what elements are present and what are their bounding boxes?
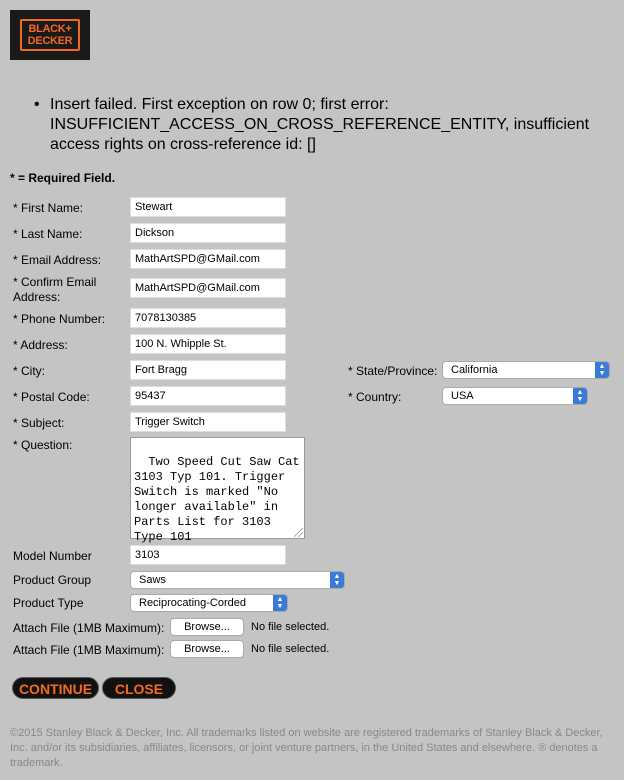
model-number-label: Model Number: [13, 549, 92, 563]
product-type-label: Product Type: [13, 596, 84, 610]
phone-label: * Phone Number:: [13, 312, 106, 326]
browse-button[interactable]: Browse...: [170, 640, 244, 658]
black-decker-logo: [10, 10, 90, 60]
first-name-input[interactable]: Stewart: [130, 197, 286, 217]
email-label: * Email Address:: [13, 253, 102, 267]
continue-button[interactable]: CONTINUE: [12, 677, 99, 699]
postal-code-input[interactable]: 95437: [130, 386, 286, 406]
required-field-note: * = Required Field.: [10, 171, 116, 185]
state-select[interactable]: [442, 361, 610, 379]
attach-file-label: Attach File (1MB Maximum):: [13, 643, 165, 657]
resize-grip-icon[interactable]: [294, 528, 303, 537]
country-value: USA: [451, 390, 474, 402]
logo-line-2: DECKER: [27, 35, 73, 47]
address-input[interactable]: 100 N. Whipple St.: [130, 334, 286, 354]
country-select[interactable]: [442, 387, 588, 405]
first-name-label: * First Name:: [13, 201, 84, 215]
product-group-value: Saws: [139, 574, 166, 586]
product-group-select[interactable]: [130, 571, 345, 589]
question-text: Two Speed Cut Saw Cat 3103 Typ 101. Trigger Switch is marked "No longer available" in Parts List for 3103 Type 101: [134, 455, 307, 544]
select-arrows-icon: ▲ ▼: [330, 572, 344, 588]
product-type-value: Reciprocating-Corded: [139, 597, 246, 609]
subject-label: * Subject:: [13, 416, 65, 430]
bullet-icon: •: [34, 96, 40, 113]
select-arrows-icon: ▲ ▼: [595, 362, 609, 378]
error-text: Insert failed. First exception on row 0; first error: INSUFFICIENT_ACCESS_ON_CROSS_REFERENCE_ENTITY, insufficient access rights on cross-reference id: []: [50, 96, 590, 153]
email-input[interactable]: MathArtSPD@GMail.com: [130, 249, 286, 269]
close-button[interactable]: CLOSE: [102, 677, 176, 699]
select-arrows-icon: ▲ ▼: [573, 388, 587, 404]
question-textarea[interactable]: [130, 437, 307, 544]
last-name-label: * Last Name:: [13, 227, 83, 241]
copyright-footer: ©2015 Stanley Black & Decker, Inc. All trademarks listed on website are registered trademarks of Stanley Black & Decker, Inc. and/or its subsidiaries, affiliates, licensors, or joint venture partners, in the United States and elsewhere. ® denotes a trademark.: [10, 727, 603, 769]
logo-line-1: BLACK+: [28, 23, 72, 35]
error-message: [34, 95, 604, 155]
last-name-input[interactable]: Dickson: [130, 223, 286, 243]
product-type-select[interactable]: [130, 594, 288, 612]
country-label: * Country:: [348, 390, 402, 404]
city-label: * City:: [13, 364, 46, 378]
confirm-email-input[interactable]: MathArtSPD@GMail.com: [130, 278, 286, 298]
product-group-label: Product Group: [13, 573, 92, 587]
file-status: No file selected.: [251, 643, 330, 655]
browse-button[interactable]: Browse...: [170, 618, 244, 636]
question-label: * Question:: [13, 438, 73, 452]
confirm-email-label: * Confirm Email Address:: [13, 275, 97, 304]
address-label: * Address:: [13, 338, 68, 352]
state-label: * State/Province:: [348, 364, 438, 378]
city-input[interactable]: Fort Bragg: [130, 360, 286, 380]
subject-input[interactable]: Trigger Switch: [130, 412, 286, 432]
file-status: No file selected.: [251, 621, 330, 633]
postal-code-label: * Postal Code:: [13, 390, 90, 404]
phone-input[interactable]: 7078130385: [130, 308, 286, 328]
select-arrows-icon: ▲ ▼: [273, 595, 287, 611]
model-number-input[interactable]: 3103: [130, 545, 286, 565]
state-value: California: [451, 364, 498, 376]
attach-file-label: Attach File (1MB Maximum):: [13, 621, 165, 635]
